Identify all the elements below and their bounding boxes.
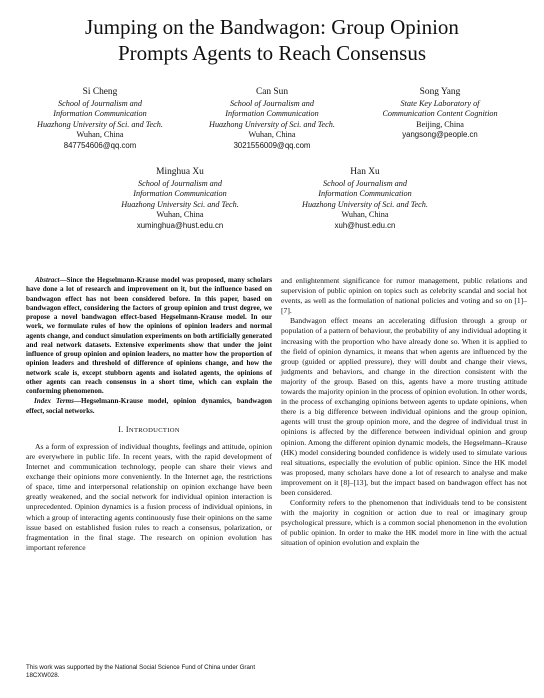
author-city: Wuhan, China: [248, 130, 296, 140]
author-affiliation: Information Communication: [225, 109, 319, 119]
abstract-label: Abstract: [35, 276, 60, 284]
author-email: xuminghua@hust.edu.cn: [136, 220, 224, 230]
title-line-2: Prompts Agents to Reach Consensus: [118, 41, 426, 65]
abstract: [26, 276, 272, 396]
author-affiliation: School of Journalism and: [58, 98, 142, 108]
author-affiliation: Huazhong University Sci. and Tech.: [121, 199, 239, 209]
author-block: [105, 167, 255, 232]
author-affiliation: Huazhong University of Sci. and Tech.: [302, 199, 428, 209]
index-terms-text: —Hegselmann-Krause model, opinion dynamics, bandwagon effect, social networks.: [26, 397, 272, 415]
section-heading: [26, 425, 272, 436]
author-affiliation: Information Communication: [318, 189, 412, 199]
author-affiliation: Information Communication: [133, 189, 227, 199]
author-name: Si Cheng: [82, 87, 118, 97]
author-email: 3021556009@qq.com: [233, 140, 311, 150]
author-city: Wuhan, China: [76, 130, 124, 140]
author-affiliation: School of Journalism and: [323, 178, 407, 188]
author-name: Can Sun: [255, 87, 289, 97]
author-affiliation: Huazhong University of Sci. and Tech.: [209, 119, 335, 129]
author-affiliation: School of Journalism and: [138, 178, 222, 188]
author-name: Minghua Xu: [156, 167, 204, 177]
author-affiliation: Communication Content Cognition: [382, 109, 498, 119]
author-block: [25, 87, 175, 152]
author-block: [290, 167, 440, 232]
section-initial: I: [125, 424, 129, 434]
abstract-dash: —: [59, 276, 67, 284]
section-title-rest: NTRODUCTION: [128, 426, 180, 434]
left-column: [26, 276, 272, 553]
author-affiliation: Huazhong University of Sci. and Tech.: [37, 119, 163, 129]
intro-paragraph: As a form of expression of individual thoughts, feelings and attitude, opinion are everywhere in public life. In recent years, with the rapid development of Internet and communication technology, people can share their views and exchange their opinions more conveniently. In the Internet age, the restrictions of space, time and interpersonal relationship on opinion exchange have been greatly weakened, and the social network for individual opinion interaction is unprecedented. Opinion dynamics is a fusion process of individual opinions, in which a group of interacting agents continuously fuse their opinions on the same issue based on established fusion rules to reach a consensus, polarization, or fragmentation in the final stage. The research on opinion evolution has important reference: [26, 441, 272, 552]
author-block: [365, 87, 515, 141]
body-paragraph: Bandwagon effect means an accelerating diffusion through a group or population of a pattern of behaviour, the probability of any individual adopting it increasing with the proportion who have already done so. When it is applied to the field of opinion dynamics, it means that when agents are influenced by the group (guided or applied pressure), they will doubt and change their views, judgments and behaviors, and change in the direction consistent with the majority of the group. Based on this, agents have a more trusting attitude towards the majority opinion in the process of opinion evolution. In other words, in the process of exchanging opinions between agents to update opinions, when there is a big difference between individual opinions and the group opinion, agents will trust the group opinion more, and the degree of individual trust in opinions is affected by the difference between individual opinion and group opinion. Among the different opinion dynamic models, the Hegselmann–Krause (HK) model considering bounded confidence is widely used to simulate various real situations, especially the evolution of public opinion. Since the HK model was proposed, many scholars have done a lot of research to analyse and make improvement on it [8]–[13], but the impact based on bandwagon effect has not been considered.: [281, 316, 527, 497]
footnote: This work was supported by the National Social Science Fund of China under Grant 18CXW028.: [26, 664, 256, 679]
author-name: Song Yang: [419, 87, 461, 97]
section-numeral: I.: [118, 424, 126, 434]
author-block: [197, 87, 347, 152]
body-paragraph: and enlightenment significance for rumor management, public relations and supervision of public opinion on topics such as celebrity scandal and social hot events, as well as the formulation of national policies and voting and so on [1]–[7].: [281, 276, 527, 316]
author-city: Beijing, China: [416, 119, 464, 129]
title-line-1: Jumping on the Bandwagon: Group Opinion: [85, 15, 459, 39]
author-affiliation: School of Journalism and: [230, 98, 314, 108]
author-name: Han Xu: [350, 167, 380, 177]
author-city: Wuhan, China: [156, 210, 204, 220]
index-terms: [26, 397, 272, 416]
author-affiliation: Information Communication: [53, 109, 147, 119]
author-email: xuh@hust.edu.cn: [334, 220, 396, 230]
author-city: Wuhan, China: [341, 210, 389, 220]
body-paragraph: Conformity refers to the phenomenon that individuals tend to be consistent with the majority in cognition or action due to real or imaginary group psychological pressure, which is a common social phenomenon in the evolution of public opinion. In order to make the HK model more in line with the actual situation of opinion evolution and explain the: [281, 498, 527, 548]
abstract-text: Since the Hegselmann-Krause model was proposed, many scholars have done a lot of research and improvement on it, but the influence based on bandwagon effect has not been considered before. In this paper, based on bandwagon effect, considering the factors of group opinion and trust degree, we propose a novel bandwagon effect-based Hegselmann-Krause model. In our work, we formulate rules of how the opinions of opinion leaders and normal agents change, and conduct simulation experiments on both artificially generated and real network datasets. Extensive experiments show that under the joint influence of group opinion and opinion leaders, no matter how the proportion of opinion leaders and threshold of difference of opinions change, and how the network scale is, except stubborn agents and isolated agents, the opinions of other agents can reach consensus in a short time, which can explain the conforming phenomenon.: [26, 276, 272, 395]
author-email: yangsong@people.cn: [402, 130, 478, 140]
paper-title: [0, 14, 544, 66]
right-column: [281, 276, 527, 549]
author-email: 847754606@qq.com: [63, 140, 137, 150]
index-terms-label: Index Terms: [34, 397, 74, 406]
author-affiliation: State Key Laboratory of: [400, 98, 480, 108]
